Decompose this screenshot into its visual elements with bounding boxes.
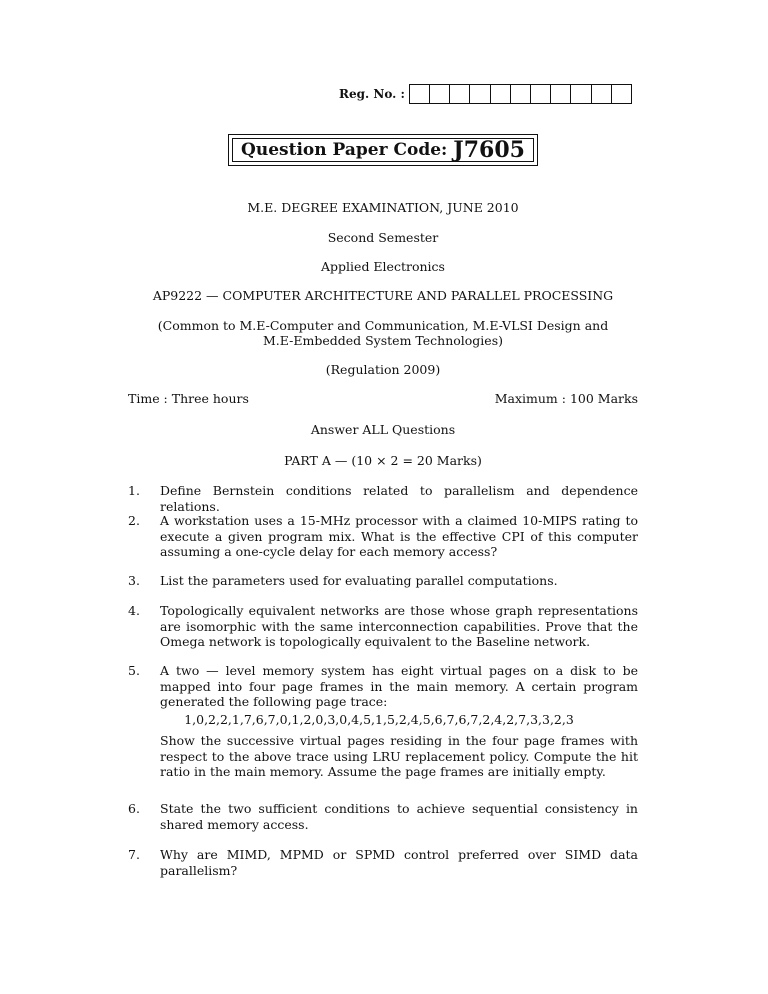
time-marks-row <box>128 391 638 406</box>
question-number: 6. <box>128 801 140 816</box>
part-heading: PART A — (10 × 2 = 20 Marks) <box>284 453 482 468</box>
question-text-continued: Show the successive virtual pages residing in the four page frames with respect to the above trace using LRU replacement policy. Compute the hit ratio in the main memory. Assume the page frames are initially empty. <box>160 733 638 779</box>
question-item <box>128 603 638 650</box>
question-body <box>160 663 638 780</box>
reg-box <box>612 84 632 104</box>
qp-code-label: Question Paper Code: <box>241 140 448 160</box>
reg-no-label: Reg. No. : <box>339 87 405 101</box>
page-trace: 1,0,2,2,1,7,6,7,0,1,2,0,3,0,4,5,1,5,2,4,5,6,7,6,7,2,4,2,7,3,3,2,3 <box>184 711 574 727</box>
question-text: Topologically equivalent networks are those whose graph representations are isomorphic with the same interconnection capabilities. Prove that the Omega network is topologically equivalent to the Baseline network. <box>160 603 638 649</box>
question-number: 3. <box>128 573 140 588</box>
reg-box <box>551 84 571 104</box>
exam-branch: Applied Electronics <box>321 259 445 274</box>
question-item <box>128 513 638 560</box>
question-number: 1. <box>128 483 140 498</box>
question-text: A two — level memory system has eight virtual pages on a disk to be mapped into four page frames in the main memory. A certain program generated the following page trace: <box>160 663 638 709</box>
exam-time: Time : Three hours <box>128 391 249 406</box>
question-paper-code-box <box>228 134 538 166</box>
question-item <box>128 801 638 832</box>
question-text: State the two sufficient conditions to achieve sequential consistency in shared memory access. <box>160 801 638 832</box>
reg-box <box>511 84 531 104</box>
reg-no-boxes <box>409 84 632 104</box>
question-number: 7. <box>128 847 140 862</box>
reg-box <box>470 84 490 104</box>
reg-box <box>531 84 551 104</box>
question-item <box>128 483 638 514</box>
reg-box <box>430 84 450 104</box>
question-text: Why are MIMD, MPMD or SPMD control preferred over SIMD data parallelism? <box>160 847 638 878</box>
question-item <box>128 573 638 589</box>
reg-no <box>339 84 632 104</box>
exam-common-line2: M.E-Embedded System Technologies) <box>263 333 503 348</box>
exam-max-marks: Maximum : 100 Marks <box>494 391 638 406</box>
question-number: 2. <box>128 513 140 528</box>
question-text: List the parameters used for evaluating parallel computations. <box>160 573 558 588</box>
reg-box <box>410 84 430 104</box>
question-number: 4. <box>128 603 140 618</box>
exam-subject: AP9222 — COMPUTER ARCHITECTURE AND PARALLEL PROCESSING <box>152 288 614 303</box>
question-item <box>128 847 638 878</box>
question-item <box>128 663 638 780</box>
reg-box <box>450 84 470 104</box>
exam-title: M.E. DEGREE EXAMINATION, JUNE 2010 <box>247 200 519 215</box>
reg-box <box>491 84 511 104</box>
exam-regulation: (Regulation 2009) <box>325 362 441 377</box>
reg-box <box>592 84 612 104</box>
reg-box <box>571 84 591 104</box>
question-text: A workstation uses a 15-MHz processor with a claimed 10-MIPS rating to execute a given program mix. What is the effective CPI of this computer assuming a one-cycle delay for each memory access? <box>160 513 638 559</box>
question-text: Define Bernstein conditions related to parallelism and dependence relations. <box>160 483 638 514</box>
exam-common-line1: (Common to M.E-Computer and Communication, M.E-VLSI Design and <box>157 318 609 333</box>
question-number: 5. <box>128 663 140 678</box>
exam-instruction: Answer ALL Questions <box>310 422 456 437</box>
qp-code-value: J7605 <box>453 137 525 163</box>
exam-semester: Second Semester <box>327 230 439 245</box>
